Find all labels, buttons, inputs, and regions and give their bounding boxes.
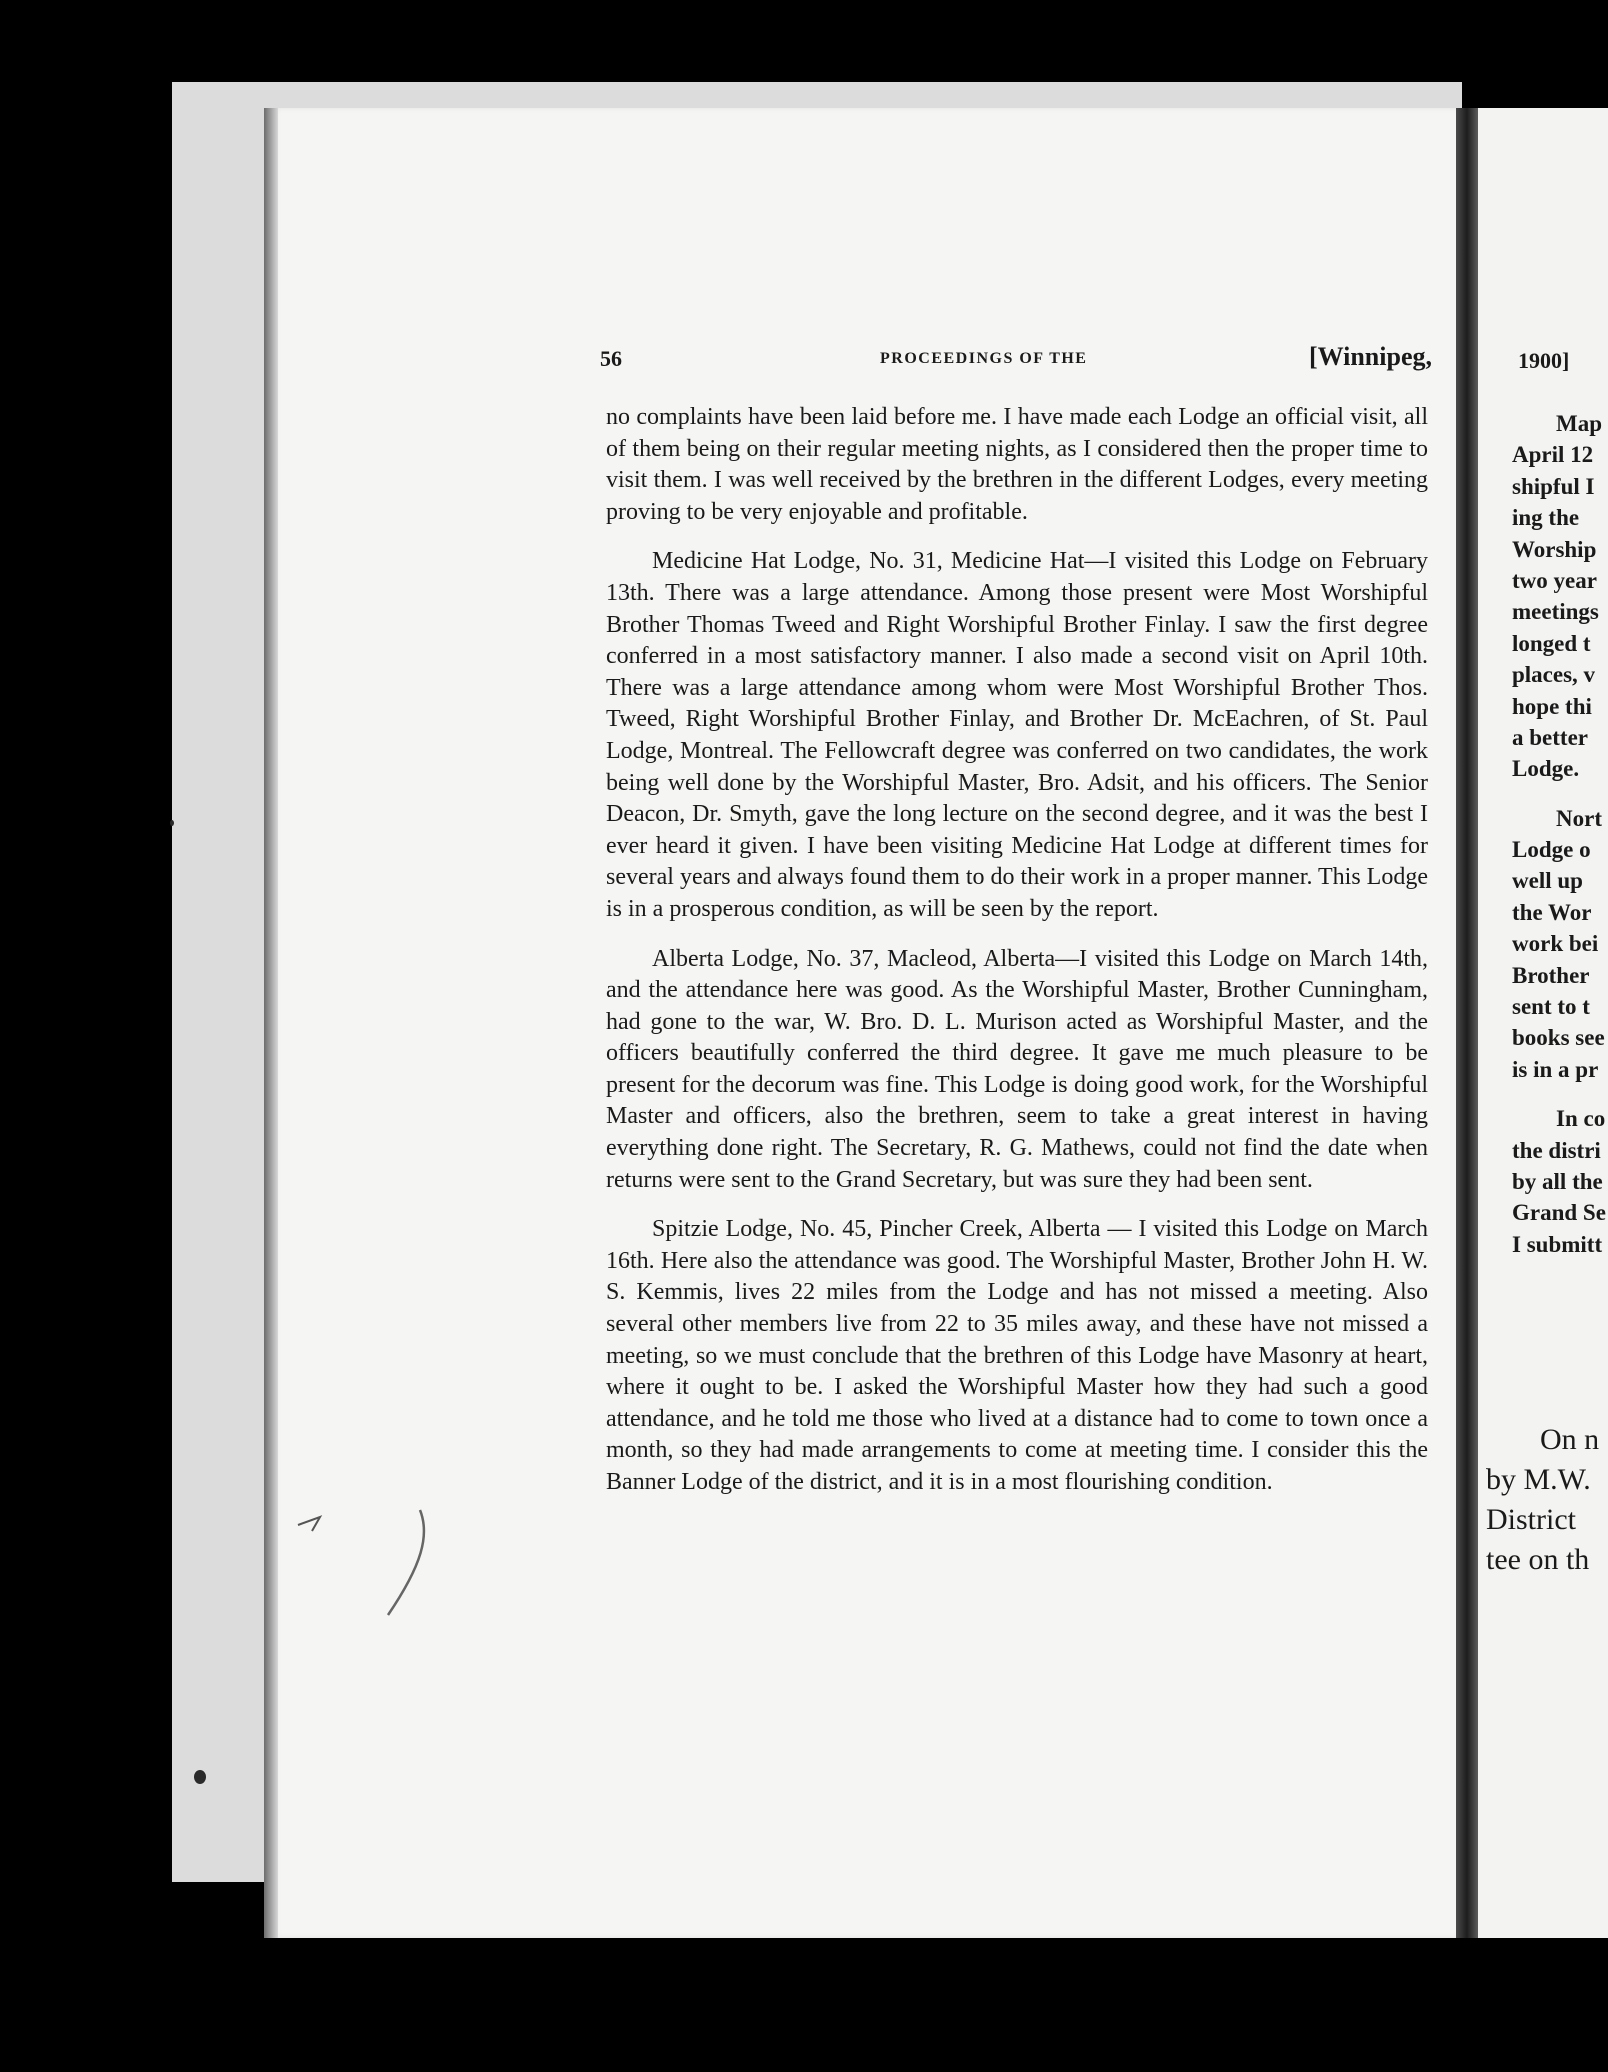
facing-line: Grand Se xyxy=(1512,1200,1606,1226)
facing-page-head: 1900] xyxy=(1518,348,1570,373)
facing-page-lower-text xyxy=(1486,1420,1599,1580)
facing-line: meetings xyxy=(1512,599,1599,625)
facing-line: tee on th xyxy=(1486,1543,1590,1576)
body-text xyxy=(606,402,1428,1517)
ink-speck xyxy=(194,1770,206,1784)
running-head-title: PROCEEDINGS OF THE xyxy=(880,350,1088,367)
facing-line: Nort xyxy=(1556,805,1602,831)
facing-page-text xyxy=(1512,408,1608,1260)
facing-line: On n xyxy=(1540,1423,1600,1456)
facing-line: Worship xyxy=(1512,536,1597,562)
facing-line: by M.W. xyxy=(1486,1463,1591,1496)
pencil-mark xyxy=(290,1505,440,1625)
facing-line: places, v xyxy=(1512,662,1596,688)
facing-line: work bei xyxy=(1512,931,1599,957)
paragraph-spitzie-lodge: Spitzie Lodge, No. 45, Pincher Creek, Alberta — I visited this Lodge on March 16th. Here also the attendance was good. The Worshipful Master, Brother John H. W. S. Kemmis, lives 22 miles from the Lodge and has not missed a meeting. Also several other members live from 22 to 35 miles away, and these have not missed a meeting, so we must conclude that the brethren of this Lodge have Masonry at heart, where it ought to be. I asked the Worshipful Master how they had such a good attendance, and he told me those who lived at a distance had to come to town once a month, so they had made arrangements to come at meeting time. I consider this the Banner Lodge of the district, and it is in a most flourishing condition. xyxy=(606,1216,1428,1495)
facing-line: In co xyxy=(1556,1106,1606,1132)
facing-line: Map xyxy=(1556,411,1602,436)
facing-line: a better xyxy=(1512,724,1588,750)
facing-line: by all the xyxy=(1512,1168,1603,1194)
running-head-place: [Winnipeg, xyxy=(1308,342,1432,371)
facing-line: District xyxy=(1486,1503,1576,1536)
facing-line: April 12 xyxy=(1512,442,1594,468)
facing-line: is in a pr xyxy=(1512,1056,1599,1082)
paragraph-alberta-lodge: Alberta Lodge, No. 37, Macleod, Alberta—I visited this Lodge on March 14th, and the attendance here was good. As the Worshipful Master, Brother Cunningham, had gone to the war, W. Bro. D. L. Murison acted as Worshipful Master, and the officers beautifully conferred the third degree. It gave me much pleasure to be present for the decorum was fine. This Lodge is doing good work, for the Worshipful Master and officers, also the brethren, seem to take a great interest in having everything done right. The Secretary, R. G. Mathews, could not find the date when returns were sent to the Grand Secretary, but was sure they had been sent. xyxy=(606,945,1428,1193)
paragraph-continuation: no complaints have been laid before me. I have made each Lodge an official visit, all of them being on their regular meeting nights, as I considered then the proper time to visit them. I was well received by the brethren in the different Lodges, every meeting proving to be very enjoyable and profitable. xyxy=(606,404,1428,525)
facing-line: Lodge o xyxy=(1512,837,1591,863)
ink-speck xyxy=(170,820,174,826)
facing-line: sent to t xyxy=(1512,994,1590,1020)
page-number: 56 xyxy=(600,346,622,371)
facing-line: shipful I xyxy=(1512,473,1595,499)
facing-line: longed t xyxy=(1512,630,1591,656)
left-page-edge xyxy=(264,108,278,1938)
facing-line: Brother xyxy=(1512,962,1590,988)
running-head xyxy=(600,342,1440,378)
facing-line: the Wor xyxy=(1512,899,1592,925)
facing-line: two year xyxy=(1512,567,1597,593)
paragraph-medicine-hat-lodge: Medicine Hat Lodge, No. 31, Medicine Hat—I visited this Lodge on February 13th. There was a large attendance. Among those present were Most Worshipful Brother Thomas Tweed and Right Worshipful Brother Finlay. I saw the first degree conferred in a most satisfactory manner. I also made a second visit on April 10th. There was a large attendance among whom were Most Worshipful Brother Thos. Tweed, Right Worshipful Brother Finlay, and Brother Dr. McEachren, of St. Paul Lodge, Montreal. The Fellowcraft degree was conferred on two candidates, the work being well done by the Worshipful Master, Bro. Adsit, and his officers. The Senior Deacon, Dr. Smyth, gave the long lecture on the second degree, and it was the best I ever heard it given. I have been visiting Medicine Hat Lodge at different times for several years and always found them to do their work in a proper manner. This Lodge is in a prosperous condition, as will be seen by the report. xyxy=(606,548,1428,922)
facing-line: hope thi xyxy=(1512,693,1592,719)
facing-line: I submitt xyxy=(1512,1231,1603,1257)
facing-line: books see xyxy=(1512,1025,1605,1051)
book-gutter xyxy=(1456,108,1478,1938)
facing-line: well up xyxy=(1512,868,1583,894)
facing-line: ing the xyxy=(1512,505,1580,531)
facing-line: Lodge. xyxy=(1512,756,1580,782)
facing-line: the distri xyxy=(1512,1137,1601,1163)
